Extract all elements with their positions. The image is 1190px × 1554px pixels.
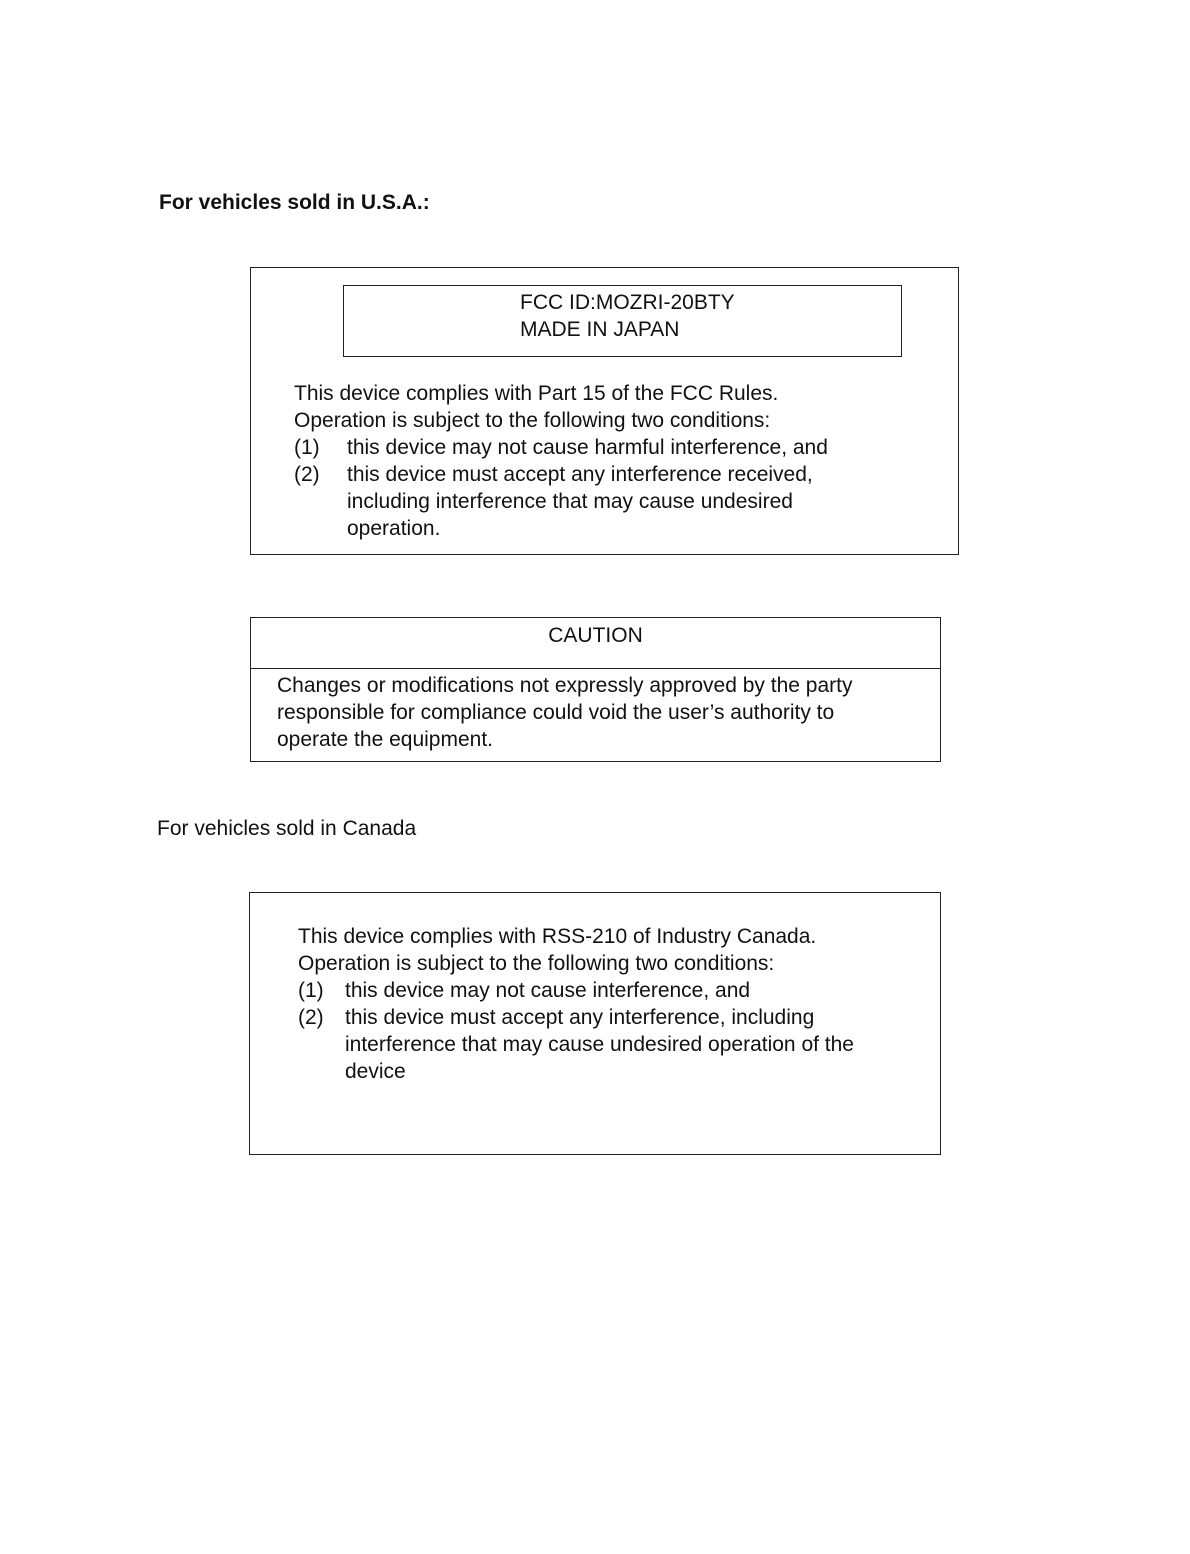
caution-body <box>277 672 927 753</box>
condition-text: this device may not cause harmful interference, and <box>347 436 828 459</box>
fcc-id: FCC ID:MOZRI-20BTY <box>520 291 735 314</box>
industry-canada-statement <box>298 923 938 1085</box>
made-in-label: MADE IN JAPAN <box>520 318 680 341</box>
caution-divider <box>251 668 940 669</box>
ic-condition-2-continued <box>298 1031 938 1058</box>
fcc-condition-2 <box>294 461 934 488</box>
caution-line-3: operate the equipment. <box>277 728 493 751</box>
condition-text: this device must accept any interference received, <box>347 463 813 486</box>
usa-heading: For vehicles sold in U.S.A.: <box>159 191 430 214</box>
ic-condition-2-continued <box>298 1058 938 1085</box>
ic-statement-line-1: This device complies with RSS-210 of Industry Canada. <box>298 925 817 948</box>
ic-condition-1 <box>298 977 938 1004</box>
caution-line-1: Changes or modifications not expressly approved by the party <box>277 674 853 697</box>
condition-number: (1) <box>294 436 320 459</box>
condition-text: including interference that may cause undesired <box>347 490 793 513</box>
fcc-condition-2-continued <box>294 515 934 542</box>
fcc-statement-line-2: Operation is subject to the following two conditions: <box>294 409 771 432</box>
condition-text: this device must accept any interference, including <box>345 1006 815 1029</box>
ic-condition-2 <box>298 1004 938 1031</box>
fcc-condition-2-continued <box>294 488 934 515</box>
caution-title: CAUTION <box>548 624 643 647</box>
condition-text: operation. <box>347 517 441 540</box>
caution-line-2: responsible for compliance could void the user’s authority to <box>277 701 835 724</box>
condition-number: (1) <box>298 979 324 1002</box>
canada-heading: For vehicles sold in Canada <box>157 817 417 840</box>
caution-box <box>250 617 941 762</box>
condition-number: (2) <box>294 463 320 486</box>
condition-text: interference that may cause undesired operation of the <box>345 1033 854 1056</box>
fcc-id-label-box <box>343 285 902 357</box>
condition-number: (2) <box>298 1006 324 1029</box>
ic-statement-line-2: Operation is subject to the following two conditions: <box>298 952 775 975</box>
fcc-id-label-text <box>520 289 735 343</box>
fcc-statement <box>294 380 934 542</box>
fcc-statement-line-1: This device complies with Part 15 of the FCC Rules. <box>294 382 779 405</box>
condition-text: device <box>345 1060 406 1083</box>
condition-text: this device may not cause interference, and <box>345 979 751 1002</box>
fcc-condition-1 <box>294 434 934 461</box>
